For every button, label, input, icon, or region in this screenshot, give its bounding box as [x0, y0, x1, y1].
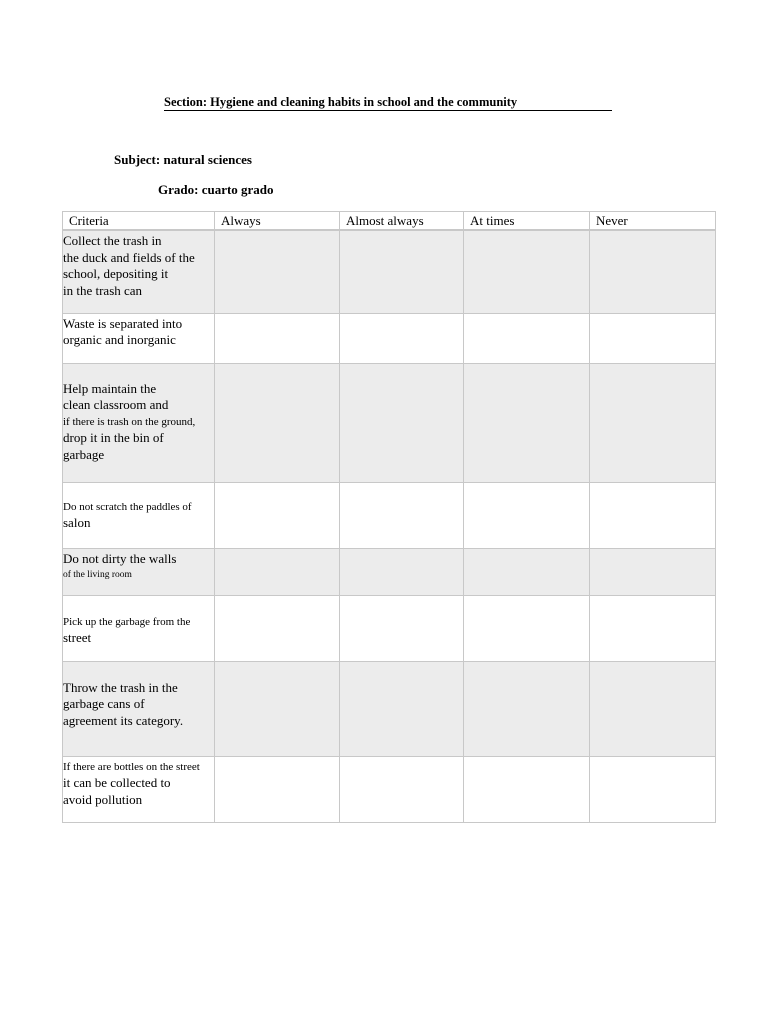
- always-cell: [215, 363, 340, 482]
- criteria-text-line: Do not dirty the walls: [63, 550, 177, 566]
- at-times-cell: [464, 230, 590, 313]
- never-cell: [590, 661, 716, 756]
- criteria-text-line: organic and inorganic: [63, 332, 176, 347]
- almost-always-cell: [340, 313, 464, 363]
- criteria-cell: [63, 756, 215, 822]
- criteria-text-line: clean classroom and: [63, 397, 169, 412]
- header-always: Always: [215, 212, 340, 231]
- criteria-text-line: Pick up the garbage from the: [63, 615, 191, 628]
- criteria-text-line: street: [63, 630, 92, 645]
- never-cell: [590, 756, 716, 822]
- never-cell: [590, 313, 716, 363]
- criteria-text-line: Throw the trash in the: [63, 679, 178, 695]
- almost-always-cell: [340, 482, 464, 548]
- header-criteria: Criteria: [63, 212, 215, 231]
- criteria-text-line: Collect the trash in: [63, 233, 162, 248]
- subject-label: Subject: natural sciences: [114, 152, 252, 167]
- criteria-cell: [63, 595, 215, 661]
- criteria-text-line: if there is trash on the ground,: [63, 415, 196, 428]
- always-cell: [215, 482, 340, 548]
- criteria-text-line: in the trash can: [63, 282, 143, 298]
- criteria-cell: [63, 661, 215, 756]
- criteria-text-line: If there are bottles on the street: [63, 760, 200, 773]
- criteria-cell: [63, 548, 215, 595]
- never-cell: [590, 548, 716, 595]
- never-cell: [590, 595, 716, 661]
- table-row: [63, 313, 716, 363]
- section-title: Section: Hygiene and cleaning habits in school and the community: [164, 95, 612, 111]
- evaluation-table: [62, 211, 716, 823]
- header-never: Never: [590, 212, 716, 231]
- criteria-text-line: Help maintain the: [63, 380, 157, 396]
- table-header-row: [63, 212, 716, 231]
- table-row: [63, 363, 716, 482]
- criteria-text-line: avoid pollution: [63, 791, 143, 807]
- always-cell: [215, 313, 340, 363]
- header-at-times: At times: [464, 212, 590, 231]
- criteria-cell: [63, 313, 215, 363]
- at-times-cell: [464, 756, 590, 822]
- at-times-cell: [464, 363, 590, 482]
- at-times-cell: [464, 595, 590, 661]
- criteria-text-line: Do not scratch the paddles of: [63, 500, 192, 513]
- always-cell: [215, 595, 340, 661]
- table-row: [63, 548, 716, 595]
- table-row: [63, 482, 716, 548]
- always-cell: [215, 548, 340, 595]
- never-cell: [590, 482, 716, 548]
- almost-always-cell: [340, 661, 464, 756]
- criteria-cell: [63, 230, 215, 313]
- never-cell: [590, 230, 716, 313]
- grade-label: Grado: cuarto grado: [158, 182, 274, 197]
- criteria-text-line: Waste is separated into: [63, 315, 183, 331]
- almost-always-cell: [340, 595, 464, 661]
- never-cell: [590, 363, 716, 482]
- criteria-text-line: salon: [63, 515, 91, 530]
- table-row: [63, 756, 716, 822]
- at-times-cell: [464, 482, 590, 548]
- table-row: [63, 230, 716, 313]
- criteria-text-line: of the living room: [63, 570, 132, 580]
- always-cell: [215, 230, 340, 313]
- at-times-cell: [464, 548, 590, 595]
- criteria-cell: [63, 482, 215, 548]
- almost-always-cell: [340, 363, 464, 482]
- criteria-text-line: drop it in the bin of: [63, 430, 164, 445]
- almost-always-cell: [340, 230, 464, 313]
- header-almost-always: Almost always: [340, 212, 464, 231]
- at-times-cell: [464, 313, 590, 363]
- criteria-text-line: the duck and fields of the: [63, 249, 195, 265]
- at-times-cell: [464, 661, 590, 756]
- always-cell: [215, 661, 340, 756]
- almost-always-cell: [340, 548, 464, 595]
- criteria-text-line: it can be collected to: [63, 775, 171, 790]
- table-row: [63, 661, 716, 756]
- criteria-text-line: garbage cans of: [63, 696, 145, 711]
- criteria-cell: [63, 363, 215, 482]
- criteria-text-line: agreement its category.: [63, 712, 184, 728]
- criteria-text-line: garbage: [63, 446, 105, 462]
- table-body: [63, 230, 716, 822]
- table-row: [63, 595, 716, 661]
- always-cell: [215, 756, 340, 822]
- almost-always-cell: [340, 756, 464, 822]
- criteria-text-line: school, depositing it: [63, 266, 169, 281]
